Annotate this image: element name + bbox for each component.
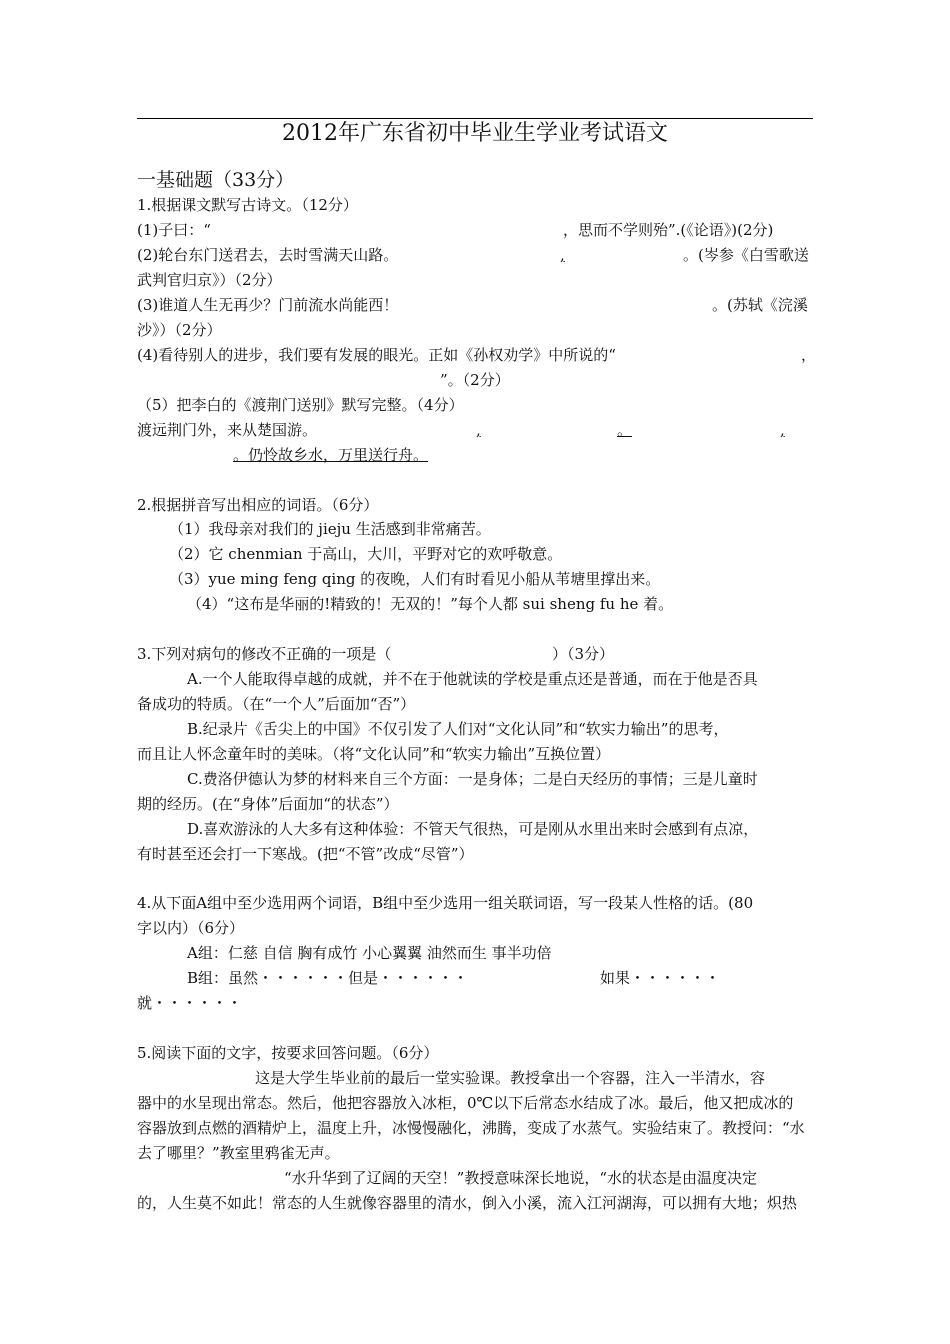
q4-stem-1: 4.从下面A组中至少选用两个词语，B组中至少选用一组关联词语，写一段某人性格的话。(80 — [137, 894, 754, 912]
q5-paragraph-line: 的，人生莫不如此！常态的人生就像容器里的清水，倒入小溪，流入江河湖海，可以拥有大地；炽热 — [137, 1194, 798, 1212]
q3-option-a-2: 备成功的特质。（在“一个人”后面加“否”） — [137, 695, 416, 713]
q3-option-c-2: 期的经历。(在“身体”后面加“的状态”） — [137, 795, 399, 813]
header-rule — [137, 118, 813, 119]
q3-option-c-1: C.费洛伊德认为梦的材料来自三个方面：一是身体；二是白天经历的事情；三是儿童时 — [187, 770, 758, 788]
q1-s2-cont: 武判官归京》）（2分） — [137, 271, 282, 289]
q1-s5-line1: 渡远荆门外，来从楚国游。 — [137, 421, 318, 439]
section-heading: 一基础题（33分） — [137, 169, 295, 191]
q3-option-b-1: B.纪录片《舌尖上的中国》不仅引发了人们对“文化认同”和“软实力输出”的思考， — [187, 720, 729, 738]
q2-item: （3）yue ming feng qing 的夜晚，人们有时看见小船从苇塘里撑出来。 — [169, 570, 661, 588]
q1-s3-right: 。(苏轼《浣溪 — [712, 296, 808, 314]
q2-stem: 2.根据拼音写出相应的词语。（6分） — [137, 496, 379, 514]
q4-group-b-left: B组：虽然・・・・・・但是・・・・・・ — [187, 969, 469, 987]
q1-s1-left: (1)子曰：“ — [137, 221, 211, 239]
q4-group-b-right: 如果・・・・・・ — [600, 969, 721, 987]
q5-paragraph-line: “水升华到了辽阔的天空！”教授意味深长地说，“水的状态是由温度决定 — [284, 1169, 758, 1187]
q1-s1-right: ，思而不学则殆”.(《论语》)(2分) — [563, 221, 774, 239]
q3-option-a-1: A.一个人能取得卓越的成就，并不在于他就读的学校是重点还是普通，而在于他是否具 — [187, 670, 758, 688]
q5-stem: 5.阅读下面的文字，按要求回答问题。（6分） — [137, 1044, 439, 1062]
q2-item: （4）“这布是华丽的!精致的！无双的！”每个人都 sui sheng fu he 着。 — [187, 595, 674, 613]
q1-s5-line2: 。仍怜故乡水，万里送行舟。 — [233, 446, 429, 464]
q4-stem-2: 字以内）（6分） — [137, 919, 245, 937]
q1-s5-comma2: , — [780, 421, 785, 439]
q5-paragraph-line: 去了哪里？”教室里鸦雀无声。 — [137, 1144, 340, 1162]
q3-option-d-2: 有时甚至还会打一下寒战。(把“不管”改成“尽管”） — [137, 845, 474, 863]
q1-s4-cont: ”。（2分） — [440, 371, 510, 389]
q3-stem-right: ）（3分） — [552, 645, 615, 663]
q1-s5-stem: （5）把李白的《渡荆门送别》默写完整。（4分） — [137, 396, 464, 414]
page-title: 2012年广东省初中毕业生学业考试语文 — [282, 121, 668, 146]
q1-s4-right: ， — [801, 346, 817, 364]
q5-paragraph-line: 容器放到点燃的酒精炉上，温度上升，冰慢慢融化，沸腾，变成了水蒸气。实验结束了。教授问：“水 — [137, 1119, 805, 1137]
q1-s4-left: (4)看待别人的进步，我们要有发展的眼光。正如《孙权劝学》中所说的“ — [137, 346, 616, 364]
q1-s2-right: 。(岑参《白雪歌送 — [683, 246, 809, 264]
q1-stem: 1.根据课文默写古诗文。（12分） — [137, 196, 358, 214]
q3-option-d-1: D.喜欢游泳的人大多有这种体验：不管天气很热，可是刚从水里出来时会感到有点凉， — [187, 820, 759, 838]
q1-s5-comma1: , — [476, 421, 481, 439]
q5-paragraph-line: 这是大学生毕业前的最后一堂实验课。教授拿出一个容器，注入一半清水，容 — [255, 1069, 766, 1087]
q2-item: （2）它 chenmian 于高山，大川，平野对它的欢呼敬意。 — [169, 545, 563, 563]
q1-s3-left: (3)谁道人生无再少？门前流水尚能西！ — [137, 296, 399, 314]
q1-s3-cont: 沙》）（2分） — [137, 321, 222, 339]
q1-s5-dot: 。 — [617, 421, 633, 439]
q2-item: （1）我母亲对我们的 jieju 生活感到非常痛苦。 — [169, 520, 491, 538]
q3-stem-left: 3.下列对病句的修改不正确的一项是（ — [137, 645, 392, 663]
q3-option-b-2: 而且让人怀念童年时的美味。（将“文化认同”和“软实力输出”互换位置） — [137, 745, 611, 763]
q5-paragraph-line: 器中的水呈现出常态。然后，他把容器放入冰柜，0℃以下后常态水结成了冰。最后，他又把成冰的 — [137, 1094, 794, 1112]
q4-group-a: A组：仁慈 自信 胸有成竹 小心翼翼 油然而生 事半功倍 — [187, 944, 552, 962]
q1-s2-comma: , — [560, 246, 565, 264]
q4-group-b-cont: 就・・・・・・ — [137, 994, 243, 1012]
q1-s2-left: (2)轮台东门送君去，去时雪满天山路。 — [137, 246, 399, 264]
